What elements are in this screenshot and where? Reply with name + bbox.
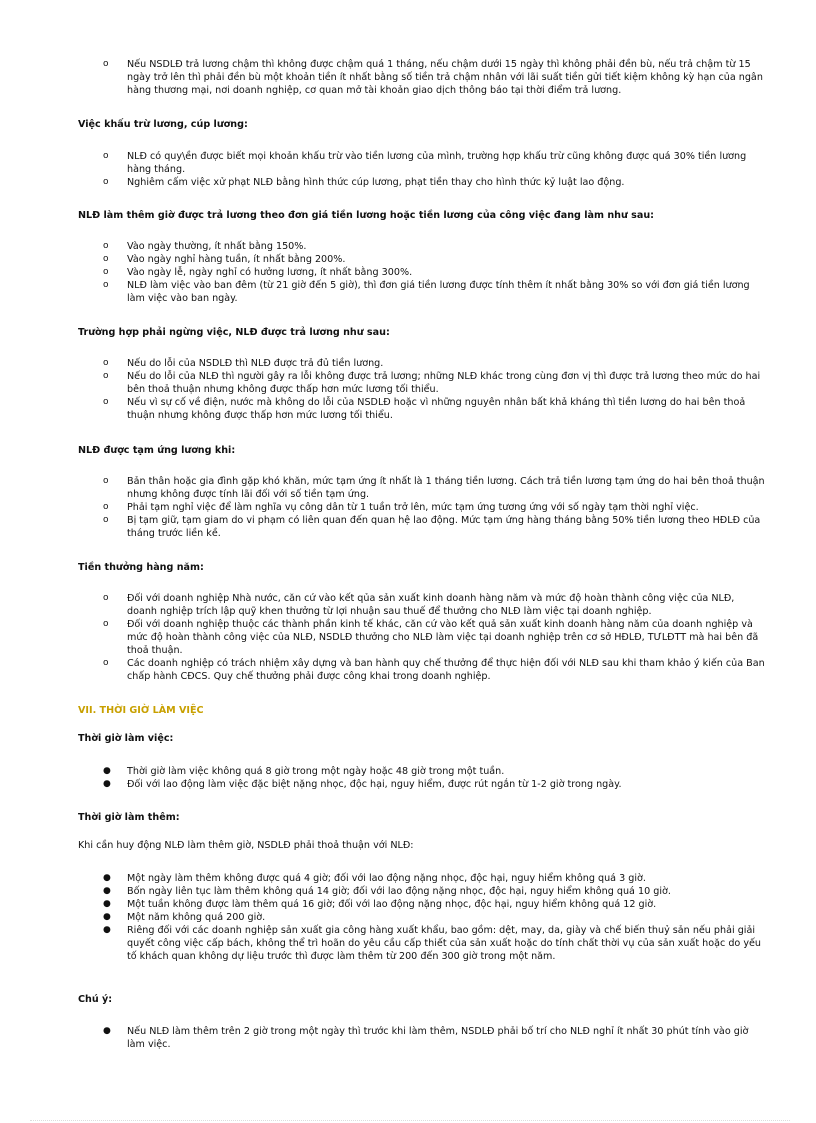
circle-bullet-icon: o	[103, 619, 109, 629]
list-item: o Nếu NSDLĐ trả lương chậm thì không được chậm quá 1 tháng, nếu chậm dưới 15 ngày thì không phải đền bù, nếu trả chậm từ 15 ngày trở lên thì phải đền bù một khoản tiền ít nhất bằng số tiền trả chậm nhân với lãi suất tiền gửi tiết kiệm không kỳ hạn của ngân hàng thương mại, nơi doanh nghiệp, cơ quan mở tài khoản giao dịch thông báo tại thời điểm trả lương.	[103, 59, 763, 96]
circle-bullet-icon: o	[103, 358, 109, 368]
list-item: o Nếu do lỗi của NSDLĐ thì NLĐ được trả đủ tiền lương.	[103, 358, 384, 369]
bullet-icon: ●	[103, 1026, 111, 1036]
circle-bullet-icon: o	[103, 502, 109, 512]
deduction-list	[0, 150, 816, 189]
circle-bullet-icon: o	[103, 241, 109, 251]
list-item: o NLĐ có quy\ền được biết mọi khoản khấu trừ vào tiền lương của mình, trường hợp khấu trừ cũng không được quá 30% tiền lương hàng tháng.	[103, 151, 747, 175]
page-divider	[30, 1120, 790, 1121]
circle-bullet-icon: o	[103, 658, 109, 668]
list-item: ● Một năm không quá 200 giờ.	[103, 912, 266, 923]
list-item: o Các doanh nghiệp có trách nhiệm xây dựng và ban hành quy chế thưởng để thực hiện đối với NLĐ sau khi tham khảo ý kiến của Ban chấp hành CĐCS. Quy chế thưởng phải được công khai trong doanh nghiệp.	[103, 658, 765, 682]
list-item: ● Một ngày làm thêm không được quá 4 giờ; đối với lao động nặng nhọc, độc hại, nguy hiểm không quá 3 giờ.	[103, 873, 646, 884]
list-item: ● Riêng đối với các doanh nghiệp sản xuất gia công hàng xuất khẩu, bao gồm: dệt, may, da, giày và chế biến thuỷ sản nếu phải giải quyết công việc cấp bách, không thể trì hoãn do yêu cầu cấp thiết của sản xuất hoặc do tính chất thời vụ của sản xuất hoặc do yếu tố khách quan không dự liệu trước thì được làm thêm từ 200 đến 300 giờ trong một năm.	[103, 925, 762, 962]
bullet-icon: ●	[103, 886, 111, 896]
circle-bullet-icon: o	[103, 515, 109, 525]
circle-bullet-icon: o	[103, 151, 109, 161]
bullet-icon: ●	[103, 899, 111, 909]
list-item: o Vào ngày lễ, ngày nghỉ có hưởng lương, ít nhất bằng 300%.	[103, 267, 413, 278]
annual-bonus-list	[0, 592, 816, 683]
intro-paragraph: Khi cần huy động NLĐ làm thêm giờ, NSDLĐ phải thoả thuận với NLĐ:	[78, 840, 414, 851]
section-heading: Việc khấu trừ lương, cúp lương:	[78, 119, 248, 130]
circle-bullet-icon: o	[103, 177, 109, 187]
list-item: ● Một tuần không được làm thêm quá 16 giờ; đối với lao động nặng nhọc, độc hại, nguy hiểm không quá 12 giờ.	[103, 899, 657, 910]
section-heading: Tiền thưởng hàng năm:	[78, 562, 204, 573]
list-item: o Bị tạm giữ, tạm giam do vi phạm có liên quan đến quan hệ lao động. Mức tạm ứng hàng tháng bằng 50% tiền lương theo HĐLĐ của tháng trước liền kề.	[103, 515, 761, 539]
list-item: o Phải tạm nghỉ việc để làm nghĩa vụ công dân từ 1 tuần trở lên, mức tạm ứng tương ứng với số ngày tạm thời nghỉ việc.	[103, 502, 699, 513]
overtime-limit-list	[0, 872, 816, 963]
section-heading: Chú ý:	[78, 994, 113, 1005]
list-item: ● Đối với lao động làm việc đặc biệt nặng nhọc, độc hại, nguy hiểm, được rút ngắn từ 1-2 giờ trong ngày.	[103, 779, 622, 790]
late-payment-list	[0, 58, 816, 97]
list-item: ● Thời giờ làm việc không quá 8 giờ trong một ngày hoặc 48 giờ trong một tuần.	[103, 766, 505, 777]
bullet-icon: ●	[103, 766, 111, 776]
list-item: o Nghiêm cấm việc xử phạt NLĐ bằng hình thức cúp lương, phạt tiền thay cho hình thức kỷ luật lao động.	[103, 177, 625, 188]
section-title: VII. THỜI GIỜ LÀM VIỆC	[78, 705, 204, 716]
list-item: o Vào ngày nghỉ hàng tuần, ít nhất bằng 200%.	[103, 254, 346, 265]
list-item: o Bản thân hoặc gia đình gặp khó khăn, mức tạm ứng ít nhất là 1 tháng tiền lương. Cách trả tiền lương tạm ứng do hai bên thoả thuận nhưng không được tính lãi đối với số tiền tạm ứng.	[103, 476, 765, 500]
section-heading: Thời giờ làm thêm:	[78, 812, 180, 823]
circle-bullet-icon: o	[103, 254, 109, 264]
list-item: ● Bốn ngày liên tục làm thêm không quá 14 giờ; đối với lao động nặng nhọc, độc hại, nguy hiểm không quá 10 giờ.	[103, 886, 671, 897]
list-item: o Đối với doanh nghiệp Nhà nước, căn cứ vào kết qủa sản xuất kinh doanh hàng năm và mức độ hoàn thành công việc của NLĐ, doanh nghiệp trích lập quỹ khen thưởng từ lợi nhuận sau thuế để thưởng cho NLĐ làm việc tại doanh nghiệp.	[103, 593, 735, 617]
work-stoppage-list	[0, 357, 816, 422]
section-heading: Trường hợp phải ngừng việc, NLĐ được trả lương như sau:	[78, 327, 390, 338]
bullet-icon: ●	[103, 925, 111, 935]
list-item: o Nếu vì sự cố về điện, nước mà không do lỗi của NSDLĐ hoặc vì những nguyên nhân bất khả kháng thì tiền lương do hai bên thoả thuận nhưng không được thấp hơn mức lương tối thiểu.	[103, 397, 746, 421]
working-hours-list	[0, 765, 816, 791]
circle-bullet-icon: o	[103, 593, 109, 603]
list-item: o NLĐ làm việc vào ban đêm (từ 21 giờ đến 5 giờ), thì đơn giá tiền lương được tính thêm ít nhất bằng 30% so với đơn giá tiền lương làm việc vào ban ngày.	[103, 280, 750, 304]
overtime-pay-list	[0, 240, 816, 305]
section-heading: Thời giờ làm việc:	[78, 733, 174, 744]
list-item: ● Nếu NLĐ làm thêm trên 2 giờ trong một ngày thì trước khi làm thêm, NSDLĐ phải bố trí cho NLĐ nghỉ ít nhất 30 phút tính vào giờ làm việc.	[103, 1026, 749, 1050]
section-heading: NLĐ được tạm ứng lương khi:	[78, 445, 236, 456]
note-list	[0, 1025, 816, 1051]
list-item: o Đối với doanh nghiệp thuộc các thành phần kinh tế khác, căn cứ vào kết quả sản xuất kinh doanh hàng năm của doanh nghiệp và mức độ hoàn thành công việc của NLĐ, NSDLĐ thưởng cho NLĐ làm việc tại doanh nghiệp trên cơ sở HĐLĐ, TƯLĐTT mà hai bên đã thoả thuận.	[103, 619, 759, 656]
bullet-icon: ●	[103, 779, 111, 789]
circle-bullet-icon: o	[103, 280, 109, 290]
section-heading: NLĐ làm thêm giờ được trả lương theo đơn giá tiền lương hoặc tiền lương của công việc đang làm như sau:	[78, 210, 655, 221]
circle-bullet-icon: o	[103, 476, 109, 486]
circle-bullet-icon: o	[103, 371, 109, 381]
list-item: o Nếu do lỗi của NLĐ thì người gây ra lỗi không được trả lương; những NLĐ khác trong cùng đơn vị thì được trả lương theo mức do hai bên thoả thuận nhưng không được thấp hơn mức lương tối thiểu.	[103, 371, 761, 395]
circle-bullet-icon: o	[103, 267, 109, 277]
circle-bullet-icon: o	[103, 397, 109, 407]
advance-pay-list	[0, 475, 816, 540]
circle-bullet-icon: o	[103, 59, 109, 69]
list-item: o Vào ngày thường, ít nhất bằng 150%.	[103, 241, 307, 252]
bullet-icon: ●	[103, 912, 111, 922]
bullet-icon: ●	[103, 873, 111, 883]
